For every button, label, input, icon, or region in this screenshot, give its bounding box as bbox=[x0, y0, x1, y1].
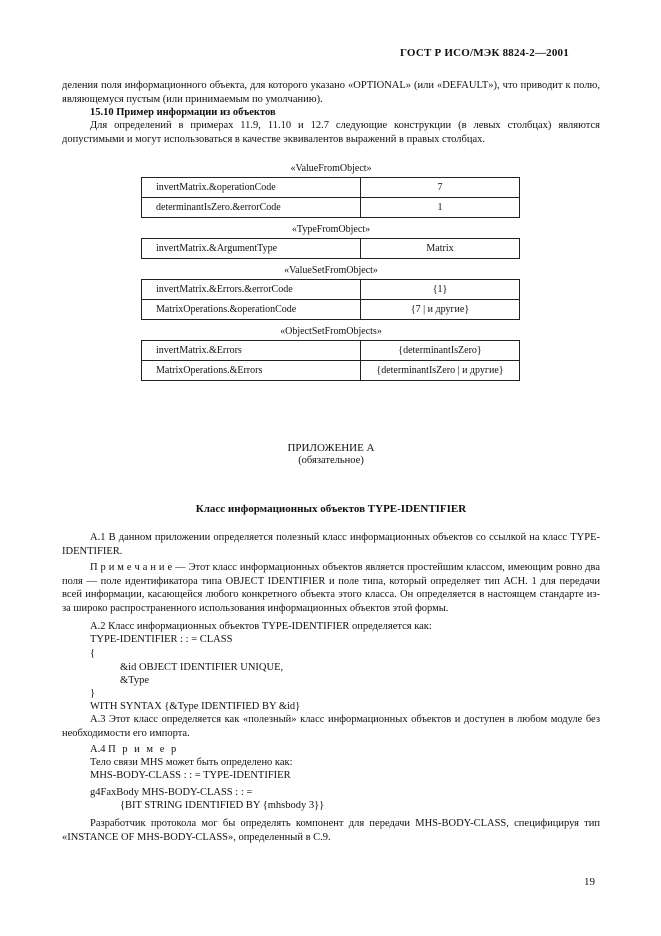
document-header: ГОСТ Р ИСО/МЭК 8824-2—2001 bbox=[400, 47, 569, 59]
paragraph-a2: А.2 Класс информационных объектов TYPE-IDENTIFIER определяется как: bbox=[90, 621, 432, 632]
paragraph-a1: А.1 В данном приложении определяется полезный класс информационных объектов со ссылкой на класс TYPE-IDENTIFIER. bbox=[62, 532, 600, 557]
table-row bbox=[142, 178, 520, 198]
annex-subtitle: (обязательное) bbox=[298, 455, 364, 466]
value-from-object-table bbox=[141, 177, 520, 218]
paragraph-final: Разработчик протокола мог бы определять компонент для передачи MHS-BODY-CLASS, специфицируя тип «INSTANCE OF MHS-BODY-CLASS», определенный в С.9. bbox=[62, 818, 600, 843]
table-cell-right: {determinantIsZero} bbox=[361, 341, 520, 361]
code-line: { bbox=[90, 648, 96, 659]
table-row bbox=[142, 280, 520, 300]
code-line: MHS-BODY-CLASS : : = TYPE-IDENTIFIER bbox=[90, 770, 291, 781]
table-row bbox=[142, 361, 520, 381]
table-cell-left: invertMatrix.&Errors.&errorCode bbox=[142, 280, 361, 300]
note-label: П р и м е ч а н и е bbox=[90, 562, 173, 573]
table-row bbox=[142, 341, 520, 361]
note-text: — Этот класс информационных объектов является простейшим классом, имеющим ровно два поля — поле идентификатора типа OBJECT IDENTIFIER и поле типа, который определяет тип АСН. 1 для передачи всей информации, касающейся любого конкретного объекта этого класса. Он определяется в настоящем стандарте из-за широко распространенного использования информационных объектов этой формы. bbox=[62, 562, 600, 614]
table-cell-left: MatrixOperations.&operationCode bbox=[142, 300, 361, 320]
table-cell-left: determinantIsZero.&errorCode bbox=[142, 198, 361, 218]
table-cell-left: invertMatrix.&operationCode bbox=[142, 178, 361, 198]
table-cell-left: invertMatrix.&ArgumentType bbox=[142, 239, 361, 259]
code-line: TYPE-IDENTIFIER : : = CLASS bbox=[90, 634, 233, 645]
section-title: 15.10 Пример информации из объектов bbox=[90, 107, 276, 118]
table-cell-left: MatrixOperations.&Errors bbox=[142, 361, 361, 381]
paragraph-a3: А.3 Этот класс определяется как «полезный» класс информационных объектов и доступен в любом модуле без необходимости его импорта. bbox=[62, 714, 600, 739]
table-cell-right: 7 bbox=[361, 178, 520, 198]
code-line: &id OBJECT IDENTIFIER UNIQUE, bbox=[120, 662, 284, 673]
table-row bbox=[142, 239, 520, 259]
paragraph-intro: Для определений в примерах 11.9, 11.10 и 12.7 следующие конструкции (в левых столбцах) являются допустимыми и могут использоваться в качестве эквивалентов выражений в правых столбцах. bbox=[62, 120, 600, 145]
table-cell-right: {7 | и другие} bbox=[361, 300, 520, 320]
note-paragraph bbox=[62, 561, 600, 615]
table-cell-right: {determinantIsZero | и другие} bbox=[361, 361, 520, 381]
table-row bbox=[142, 300, 520, 320]
example-label: П р и м е р bbox=[108, 744, 179, 755]
code-line: &Type bbox=[120, 675, 150, 686]
table-cell-right: {1} bbox=[361, 280, 520, 300]
table-caption: «TypeFromObject» bbox=[291, 224, 371, 235]
paragraph-continuation: деления поля информационного объекта, для которого указано «OPTIONAL» (или «DEFAULT»), что приводит к полю, являющемуся пустым (или принимаемым по умолчанию). bbox=[62, 80, 600, 105]
value-set-from-object-table bbox=[141, 279, 520, 320]
table-cell-left: invertMatrix.&Errors bbox=[142, 341, 361, 361]
table-caption: «ValueSetFromObject» bbox=[284, 265, 378, 276]
code-line: g4FaxBody MHS-BODY-CLASS : : = bbox=[90, 787, 253, 798]
annex-title: ПРИЛОЖЕНИЕ А bbox=[287, 442, 375, 454]
object-set-from-objects-table bbox=[141, 340, 520, 381]
example-number: А.4 bbox=[90, 744, 106, 755]
code-line: } bbox=[90, 688, 96, 699]
table-caption: «ObjectSetFromObjects» bbox=[280, 326, 382, 337]
example-line: Тело связи MHS может быть определено как: bbox=[90, 757, 293, 768]
code-line: {BIT STRING IDENTIFIED BY {mhsbody 3}} bbox=[120, 800, 325, 811]
code-line: WITH SYNTAX {&Type IDENTIFIED BY &id} bbox=[90, 701, 301, 712]
example-heading bbox=[90, 743, 178, 757]
table-cell-right: Matrix bbox=[361, 239, 520, 259]
page-number: 19 bbox=[584, 876, 595, 888]
annex-heading: Класс информационных объектов TYPE-IDENTIFIER bbox=[195, 503, 467, 515]
table-cell-right: 1 bbox=[361, 198, 520, 218]
type-from-object-table bbox=[141, 238, 520, 259]
table-row bbox=[142, 198, 520, 218]
table-caption: «ValueFromObject» bbox=[290, 163, 372, 174]
